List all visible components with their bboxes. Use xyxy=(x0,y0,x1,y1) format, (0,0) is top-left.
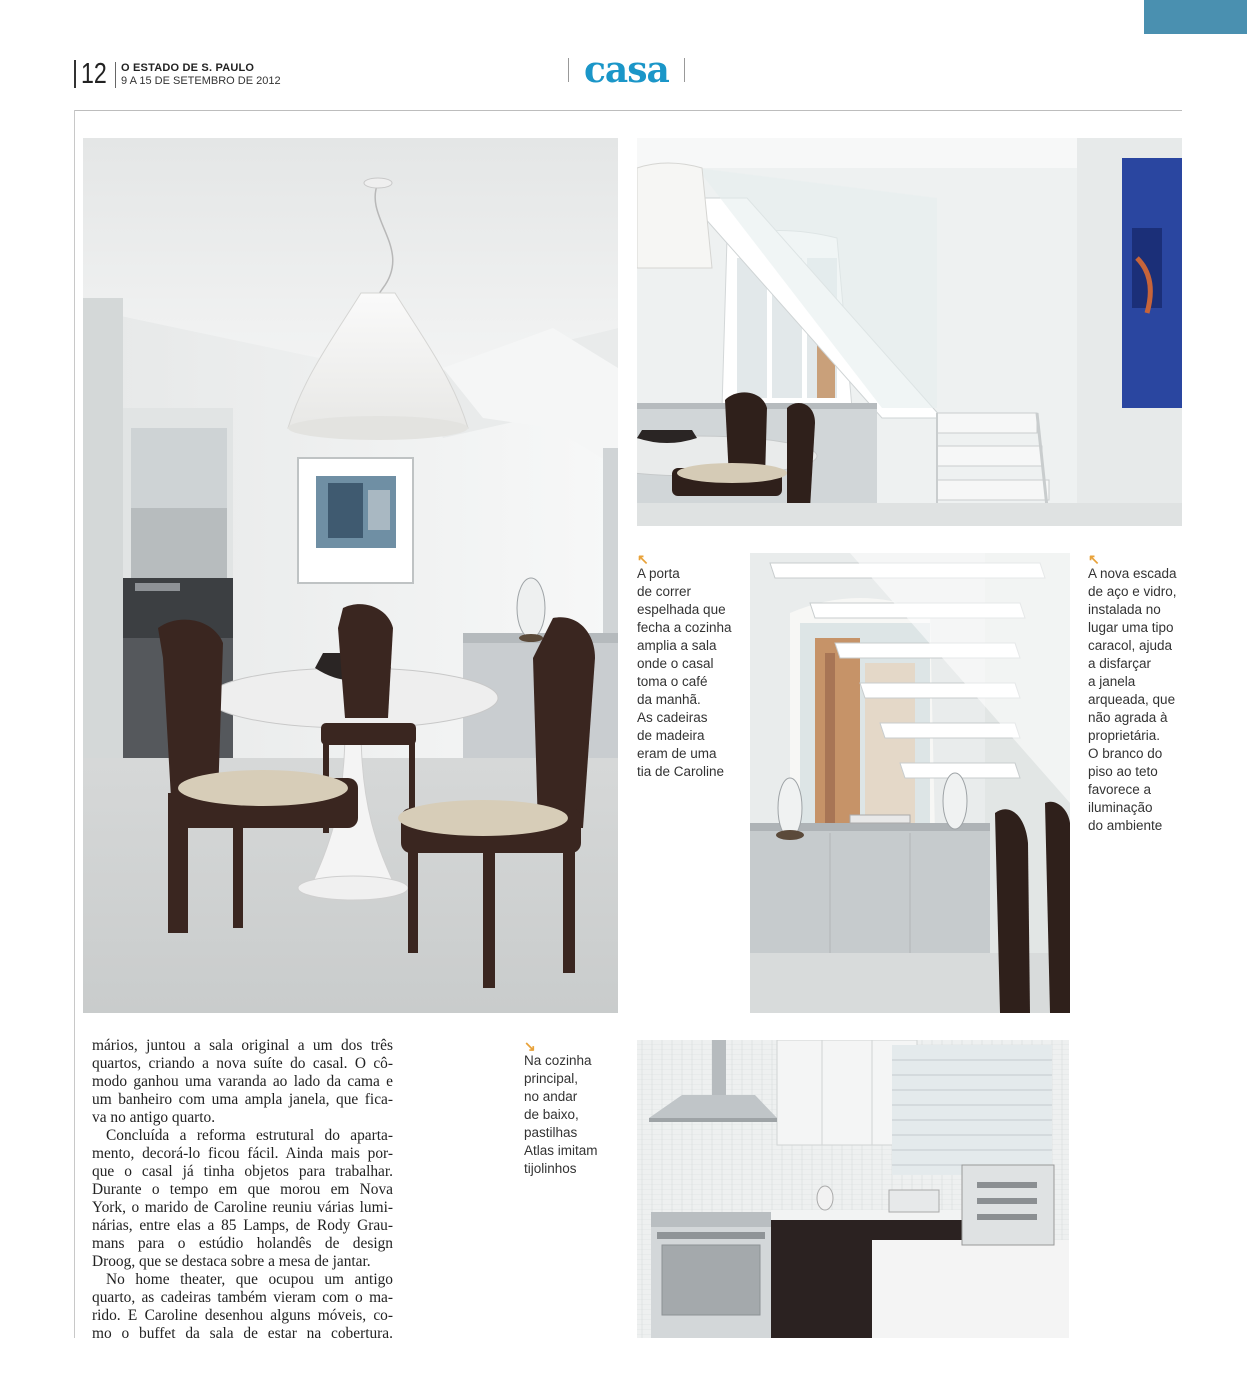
article-line: quarto, as cadeiras também vieram com o ma- xyxy=(92,1289,393,1306)
column-rule xyxy=(74,110,75,1338)
caption-line: eram de uma xyxy=(637,746,717,761)
article-line: nárias, entre elas a 85 Lamps, de Rody Grau- xyxy=(92,1217,393,1234)
article-line: mans para o estúdio holandês de design xyxy=(92,1235,393,1252)
caption-line: piso ao teto xyxy=(1088,764,1158,779)
arched-window-photo xyxy=(750,553,1070,1013)
caption-line: espelhada que xyxy=(637,602,726,617)
section-color-tab xyxy=(1144,0,1247,34)
caption-line: A porta xyxy=(637,566,680,581)
kitchen-photo xyxy=(637,1040,1069,1338)
article-line: quartos, criando a nova suíte do casal. O cô- xyxy=(92,1055,393,1072)
caption-line: fecha a cozinha xyxy=(637,620,732,635)
article-line: York, o marido de Caroline reuniu várias lumi- xyxy=(92,1199,393,1216)
caption-sliding-door xyxy=(637,553,742,781)
article-line: mo o buffet da sala de estar na cobertura. xyxy=(92,1325,393,1342)
caption-line: A nova escada xyxy=(1088,566,1177,581)
article-line: mento, decorá-lo ficou fácil. Ainda mais por- xyxy=(92,1145,393,1162)
caption-line: a disfarçar xyxy=(1088,656,1152,671)
caption-line: As cadeiras xyxy=(637,710,708,725)
caption-line: arqueada, que xyxy=(1088,692,1176,707)
caption-line: proprietária. xyxy=(1088,728,1161,743)
caption-line: de madeira xyxy=(637,728,705,743)
caption-line: a janela xyxy=(1088,674,1136,689)
caption-arrow-icon: ↖ xyxy=(637,551,649,567)
caption-kitchen xyxy=(524,1040,624,1178)
caption-arrow-icon: ↘ xyxy=(524,1038,536,1054)
article-line: va no antigo quarto. xyxy=(92,1109,216,1126)
caption-line: não agrada à xyxy=(1088,710,1168,725)
caption-line: do ambiente xyxy=(1088,818,1163,833)
caption-line: Atlas imitam xyxy=(524,1143,598,1158)
article-line: Durante o tempo em que morou em Nova xyxy=(92,1181,393,1198)
logo-rule-left xyxy=(568,58,569,82)
caption-line: no andar xyxy=(524,1089,578,1104)
header-rule xyxy=(74,110,1182,111)
article-line: modo ganhou uma varanda ao lado da cama e xyxy=(92,1073,393,1090)
caption-line: instalada no xyxy=(1088,602,1161,617)
section-name: casa xyxy=(584,49,669,91)
section-logo xyxy=(568,49,688,96)
caption-arrow-icon: ↖ xyxy=(1088,551,1100,567)
caption-line: O branco do xyxy=(1088,746,1163,761)
article-body xyxy=(92,1037,393,1343)
article-line: No home theater, que ocupou um antigo xyxy=(106,1271,393,1288)
logo-rule-right xyxy=(684,58,685,82)
article-line: que o casal já tinha objetos para trabalhar. xyxy=(92,1163,393,1180)
caption-line: favorece a xyxy=(1088,782,1152,797)
caption-line: lugar uma tipo xyxy=(1088,620,1174,635)
caption-line: tia de Caroline xyxy=(637,764,725,779)
article-line: Droog, que se destaca sobre a mesa de jantar. xyxy=(92,1253,371,1270)
newspaper-name: O ESTADO DE S. PAULO xyxy=(121,62,255,74)
caption-line: de aço e vidro, xyxy=(1088,584,1177,599)
caption-line: tijolinhos xyxy=(524,1161,577,1176)
caption-line: iluminação xyxy=(1088,800,1153,815)
caption-staircase xyxy=(1088,553,1188,835)
article-line: rido. E Caroline desenhou alguns móveis, co- xyxy=(92,1307,393,1324)
caption-line: pastilhas xyxy=(524,1125,578,1140)
caption-line: caracol, ajuda xyxy=(1088,638,1173,653)
staircase-photo xyxy=(637,138,1182,526)
caption-line: onde o casal xyxy=(637,656,714,671)
issue-date: 9 A 15 DE SETEMBRO DE 2012 xyxy=(121,75,281,87)
caption-line: principal, xyxy=(524,1071,579,1086)
page-number: 12 xyxy=(81,58,107,90)
caption-line: amplia a sala xyxy=(637,638,717,653)
page-header xyxy=(70,49,1182,108)
dining-room-photo xyxy=(83,138,618,1013)
caption-line: de correr xyxy=(637,584,692,599)
caption-line: da manhã. xyxy=(637,692,701,707)
article-line: mários, juntou a sala original a um dos três xyxy=(92,1037,393,1054)
article-line: um banheiro com uma ampla janela, que fica- xyxy=(92,1091,393,1108)
page-number-rule xyxy=(74,60,76,88)
caption-line: de baixo, xyxy=(524,1107,579,1122)
article-line: Concluída a reforma estrutural do aparta- xyxy=(106,1127,393,1144)
header-divider xyxy=(115,62,116,88)
caption-line: Na cozinha xyxy=(524,1053,592,1068)
caption-line: toma o café xyxy=(637,674,708,689)
